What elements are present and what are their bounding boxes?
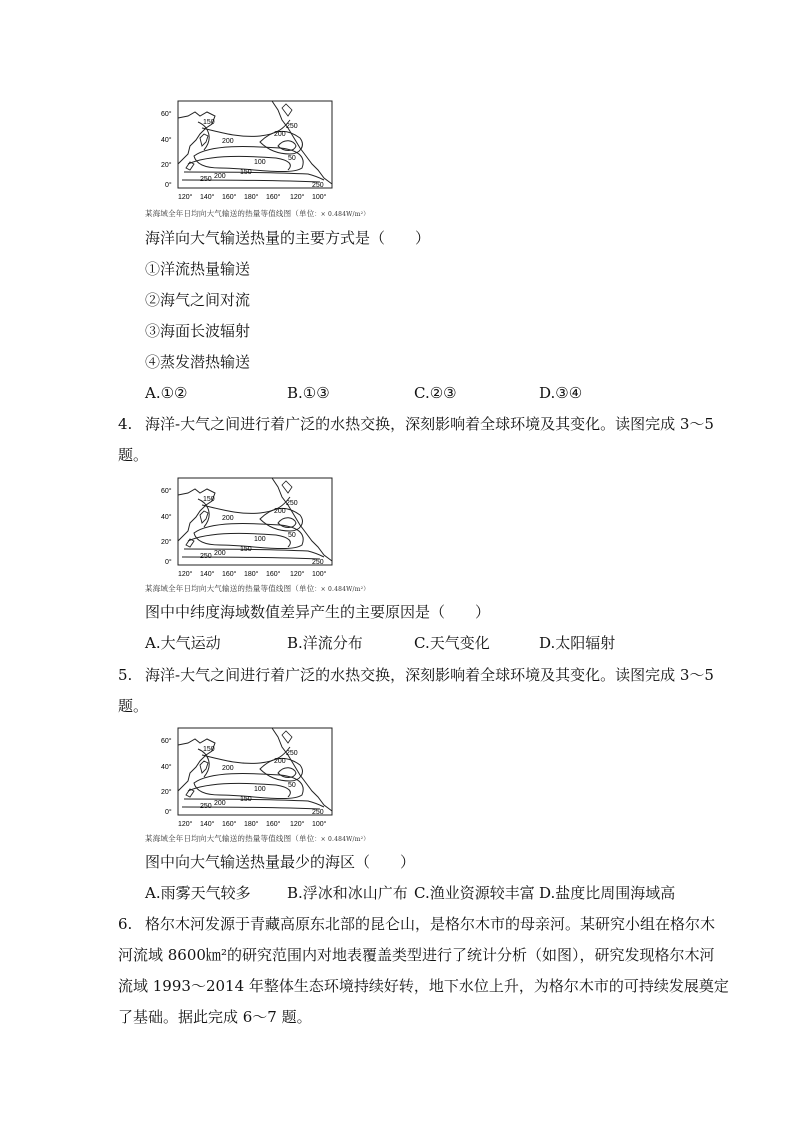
lon-label: 120° [290,821,305,828]
q5-option-d: D.盐度比周围海域高 [539,884,676,902]
q4-intro-line1: 海洋-大气之间进行着广泛的水热交换，深刻影响着全球环境及其变化。读图完成 3～5 [145,415,714,433]
lat-label: 40° [161,137,172,144]
contour-label: 250 [312,559,324,566]
lon-label: 160° [222,821,237,828]
q3-option-b: B.①③ [287,384,330,402]
lon-label: 140° [200,571,215,578]
contour-label: 150 [203,119,215,126]
q3-item: ④蒸发潜热输送 [145,353,251,371]
contour-map-2 [160,475,340,583]
map-caption-unit: ：× 0.484W/m²） [314,211,370,218]
contour-label: 200 [274,508,286,515]
contour-label: 200 [214,173,226,180]
q3-option-d: D.③④ [539,384,583,402]
lon-label: 160° [266,571,281,578]
lat-label: 0° [165,182,172,189]
lon-label: 120° [178,821,193,828]
q4-option-b: B.洋流分布 [287,634,363,652]
contour-label: 250 [200,553,212,560]
lon-label: 160° [266,194,281,201]
q5-intro-line1: 海洋-大气之间进行着广泛的水热交换，深刻影响着全球环境及其变化。读图完成 3～5 [145,666,714,684]
lon-label: 160° [266,821,281,828]
contour-label: 250 [286,123,298,130]
lat-label: 20° [161,539,172,546]
lon-label: 140° [200,821,215,828]
q4-intro-line2: 题。 [118,446,149,464]
lon-label: 100° [312,571,327,578]
map-caption [145,583,369,594]
lat-label: 60° [161,111,172,118]
contour-label: 150 [240,169,252,176]
q5-option-c: C.渔业资源较丰富 [414,884,535,902]
lat-label: 20° [161,162,172,169]
q5-number: 5. [118,666,133,684]
contour-label: 50 [288,532,296,539]
lat-label: 40° [161,764,172,771]
map-caption-text: 某海域全年日均向大气输送的热量等值线图（单位 [145,584,315,593]
q6-number: 6. [118,915,133,933]
contour-label: 150 [203,496,215,503]
contour-label: 150 [240,546,252,553]
q4-number: 4. [118,415,133,433]
contour-map-svg [160,725,340,829]
q5-option-b: B.浮冰和冰山广布 [287,884,408,902]
contour-label: 100 [254,786,266,793]
lat-label: 20° [161,789,172,796]
map-caption-text: 某海域全年日均向大气输送的热量等值线图（单位 [145,834,315,843]
q3-item: ②海气之间对流 [145,291,251,309]
contour-map-svg [160,475,340,579]
contour-label: 250 [286,750,298,757]
contour-label: 50 [288,782,296,789]
q6-line4: 了基础。据此完成 6～7 题。 [118,1008,312,1026]
q4-option-c: C.天气变化 [414,634,490,652]
contour-label: 200 [274,758,286,765]
lon-label: 120° [290,571,305,578]
contour-map-1 [160,98,340,206]
lon-label: 120° [178,571,193,578]
contour-label: 250 [200,803,212,810]
map-caption [145,208,369,219]
contour-label: 200 [222,138,234,145]
lon-label: 160° [222,194,237,201]
q6-line2: 河流域 8600㎞²的研究范围内对地表覆盖类型进行了统计分析（如图），研究发现格尔木河 [118,946,715,964]
map-caption-text: 某海域全年日均向大气输送的热量等值线图（单位 [145,209,315,218]
q4-option-d: D.太阳辐射 [539,634,616,652]
q3-option-a: A.①② [145,384,188,402]
contour-label: 100 [254,536,266,543]
contour-label: 200 [222,515,234,522]
q5-stem: 图中向大气输送热量最少的海区（ ） [145,853,416,871]
lat-label: 60° [161,738,172,745]
contour-map-3 [160,725,340,833]
contour-label: 150 [240,796,252,803]
lat-label: 40° [161,514,172,521]
contour-map-svg [160,98,340,202]
q4-stem: 图中中纬度海域数值差异产生的主要原因是（ ） [145,603,491,621]
q5-intro-line2: 题。 [118,697,149,715]
lon-label: 100° [312,194,327,201]
lon-label: 180° [244,194,259,201]
q3-stem: 海洋向大气输送热量的主要方式是（ ） [145,229,431,247]
contour-label: 200 [214,550,226,557]
contour-label: 250 [312,809,324,816]
lat-label: 0° [165,559,172,566]
q6-line1: 格尔木河发源于青藏高原东北部的昆仑山，是格尔木市的母亲河。某研究小组在格尔木 [145,915,716,933]
contour-label: 150 [203,746,215,753]
contour-label: 100 [254,159,266,166]
contour-label: 250 [200,176,212,183]
q5-option-a: A.雨雾天气较多 [145,884,251,902]
lon-label: 100° [312,821,327,828]
contour-label: 250 [312,182,324,189]
q4-option-a: A.大气运动 [145,634,221,652]
map-caption-unit: ：× 0.484W/m²） [314,836,370,843]
lat-label: 60° [161,488,172,495]
lon-label: 180° [244,571,259,578]
map-caption-unit: ：× 0.484W/m²） [314,586,370,593]
map-caption [145,833,369,844]
contour-label: 200 [274,131,286,138]
q3-item: ③海面长波辐射 [145,322,251,340]
contour-label: 200 [222,765,234,772]
q3-item: ①洋流热量输送 [145,260,251,278]
lon-label: 180° [244,821,259,828]
lat-label: 0° [165,809,172,816]
lon-label: 160° [222,571,237,578]
lon-label: 120° [178,194,193,201]
contour-label: 200 [214,800,226,807]
lon-label: 120° [290,194,305,201]
contour-label: 250 [286,500,298,507]
contour-label: 50 [288,155,296,162]
q3-option-c: C.②③ [414,384,457,402]
q6-line3: 流域 1993～2014 年整体生态环境持续好转，地下水位上升，为格尔木市的可持续发展奠定 [118,977,729,995]
lon-label: 140° [200,194,215,201]
